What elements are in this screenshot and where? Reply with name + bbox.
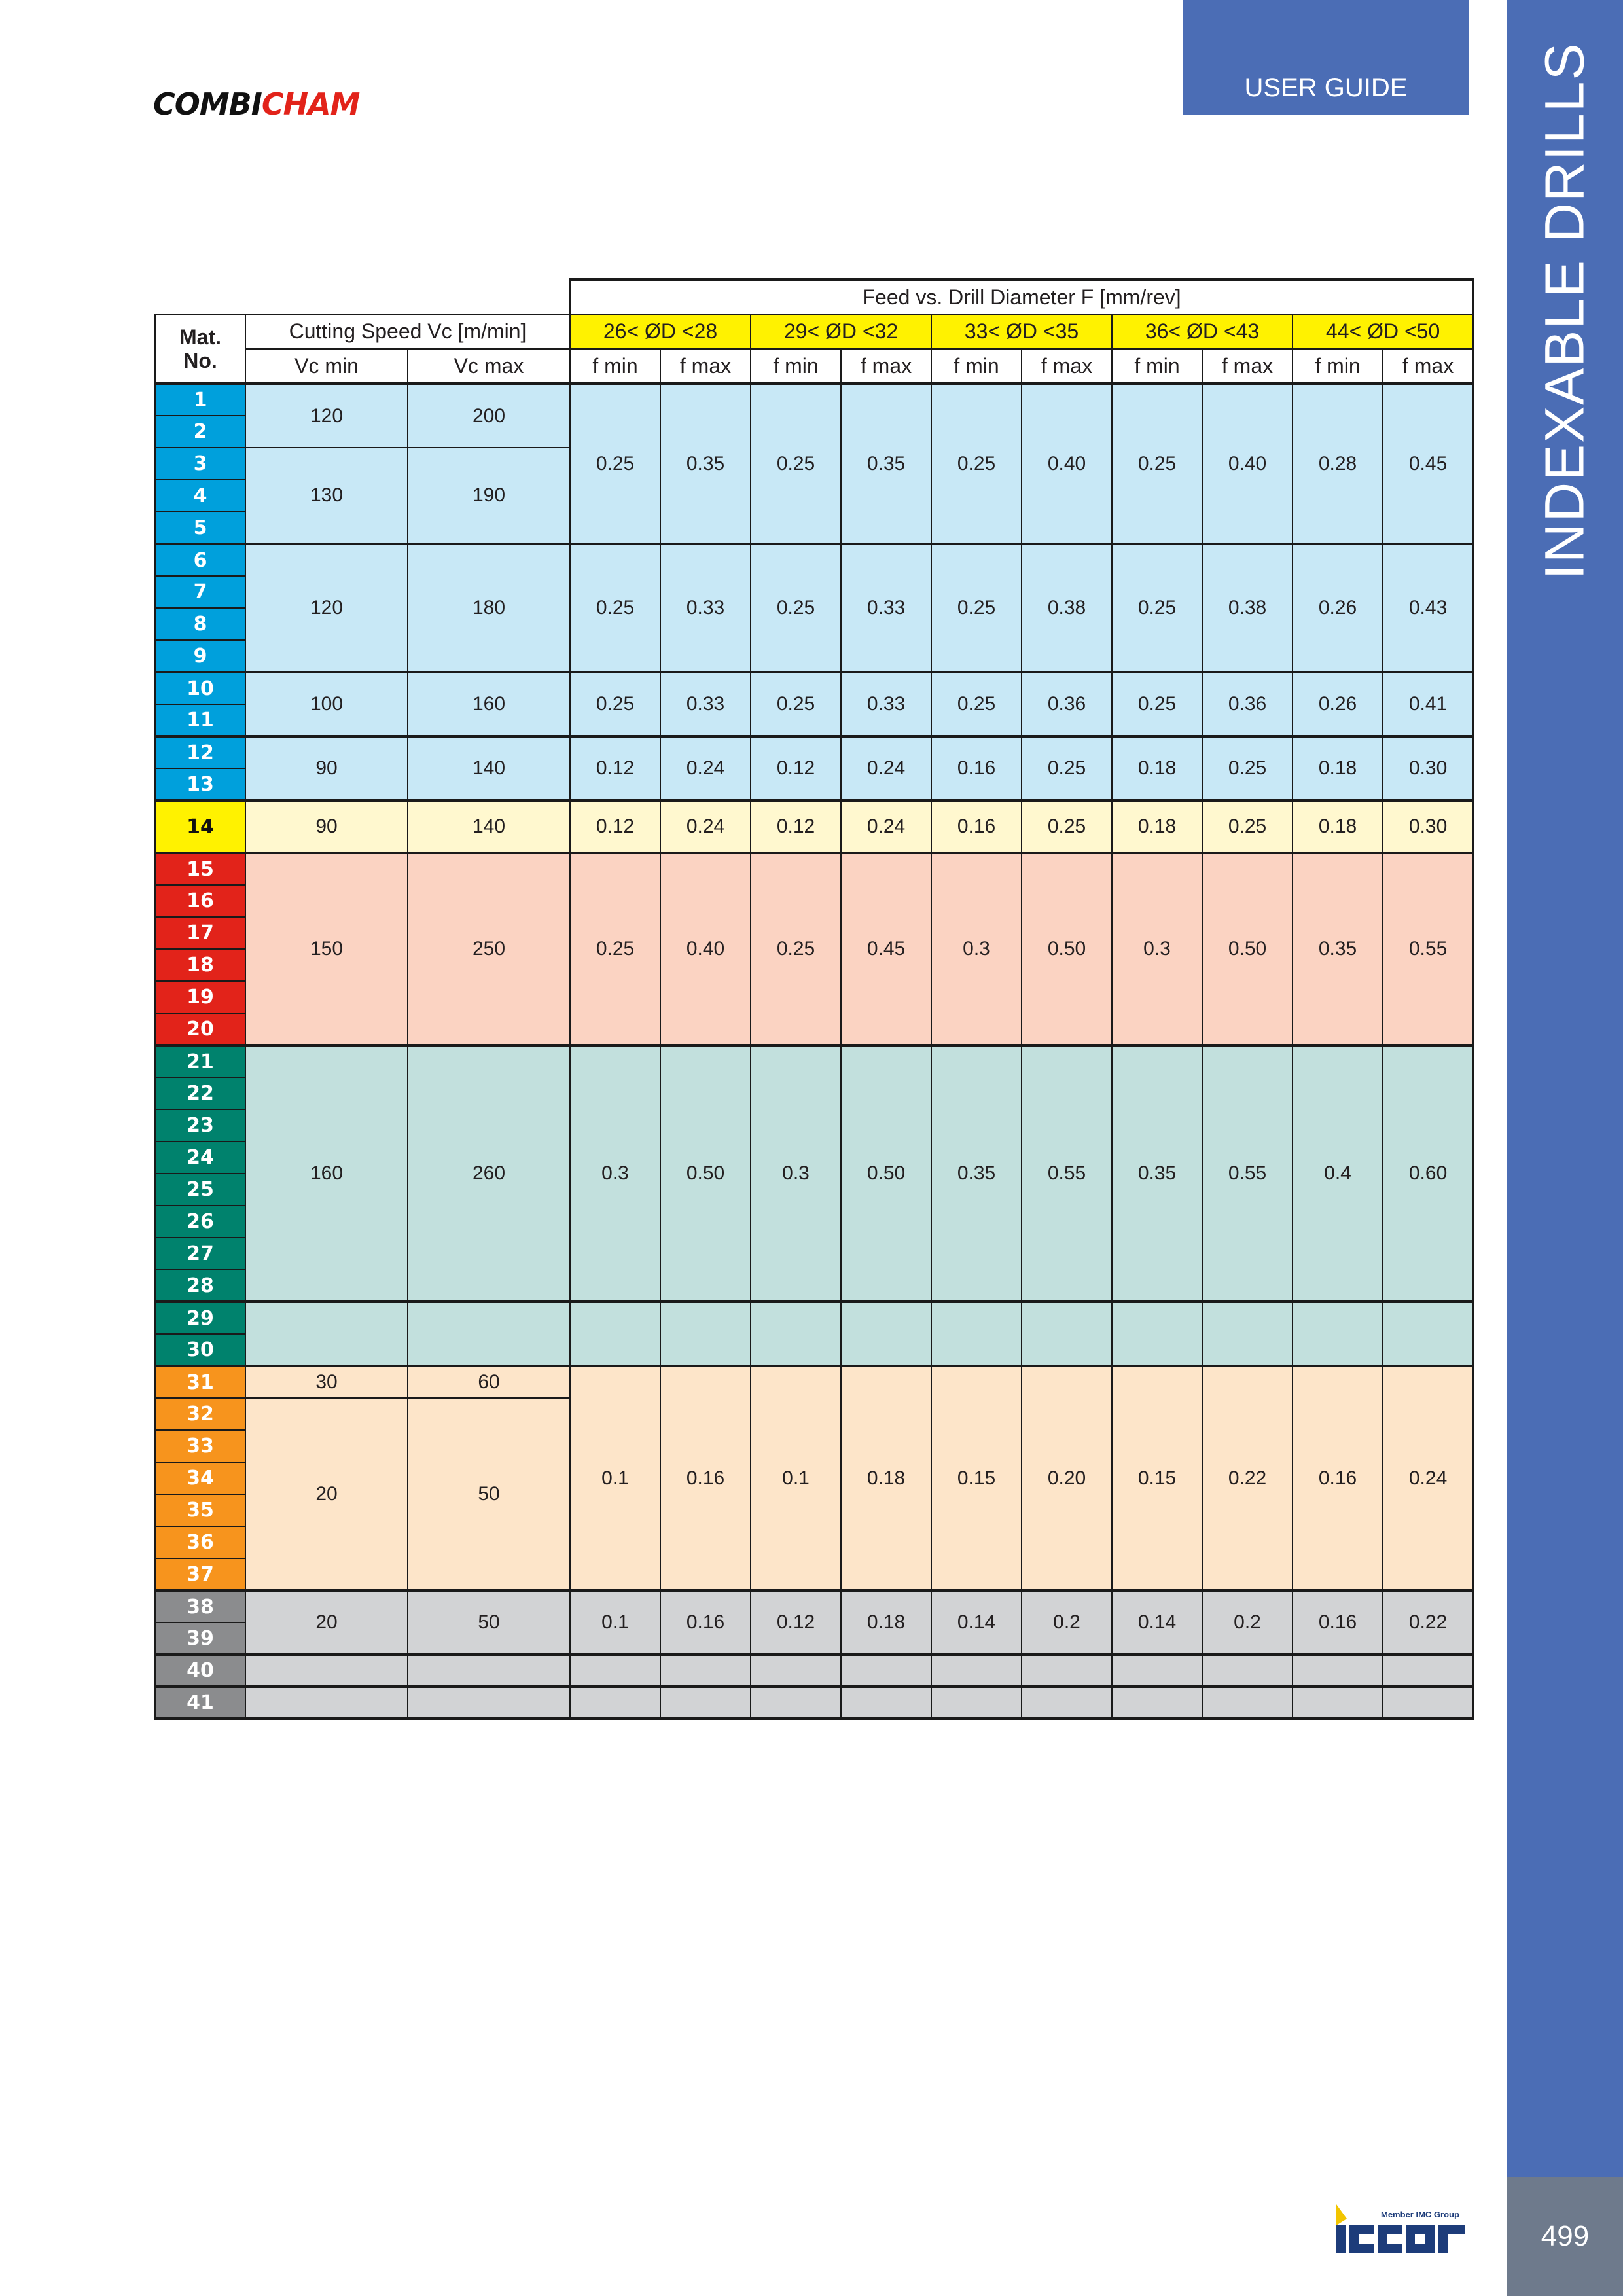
f-max-cell: 0.25 (1202, 736, 1293, 800)
table-row (155, 384, 1473, 416)
material-number: 34 (155, 1462, 245, 1494)
f-min-cell: 0.16 (931, 736, 1022, 800)
f-max-cell: 0.45 (1383, 384, 1473, 544)
material-number: 20 (155, 1013, 245, 1045)
material-number: 11 (155, 704, 245, 736)
material-number: 23 (155, 1109, 245, 1141)
f-min-cell: 0.18 (1112, 736, 1202, 800)
f-max-cell: 0.22 (1202, 1366, 1293, 1590)
f-max-cell (660, 1687, 751, 1719)
f-max-cell: 0.50 (841, 1045, 931, 1302)
vc-min-cell: 120 (245, 384, 408, 448)
f-max-cell: 0.43 (1383, 544, 1473, 672)
material-number: 22 (155, 1077, 245, 1109)
f-min-cell: 0.4 (1293, 1045, 1383, 1302)
material-number: 26 (155, 1206, 245, 1238)
f-min-cell: 0.25 (751, 384, 841, 544)
f-max-cell: 0.33 (660, 544, 751, 672)
f-min-cell: 0.25 (931, 672, 1022, 736)
f-min-cell: 0.25 (570, 853, 660, 1045)
material-number: 19 (155, 981, 245, 1013)
iscar-logo (1335, 2199, 1472, 2258)
vc-min-cell: 30 (245, 1366, 408, 1398)
f-min-cell: 0.12 (751, 800, 841, 853)
mat-no-header: Mat. No. (155, 314, 245, 384)
f-min-cell: 0.16 (1293, 1366, 1383, 1590)
f-max-cell: 0.25 (1022, 736, 1112, 800)
f-max-cell: 0.55 (1022, 1045, 1112, 1302)
f-min-cell: 0.1 (570, 1366, 660, 1590)
f-min-cell (751, 1655, 841, 1687)
vc-min-cell: 150 (245, 853, 408, 1045)
user-guide-tab: USER GUIDE (1183, 0, 1469, 115)
table-row (155, 1045, 1473, 1077)
f-min-cell (1293, 1302, 1383, 1366)
feed-title: Feed vs. Drill Diameter F [mm/rev] (570, 279, 1473, 314)
f-min-cell (570, 1687, 660, 1719)
f-max-cell: 0.25 (1202, 800, 1293, 853)
vc-max-cell: 250 (408, 853, 570, 1045)
material-number: 5 (155, 512, 245, 544)
f-min-cell: 0.25 (751, 853, 841, 1045)
f-min-cell: 0.3 (570, 1045, 660, 1302)
f-min-cell: 0.25 (751, 544, 841, 672)
f-min-cell: 0.16 (931, 800, 1022, 853)
f-max-header: f max (841, 349, 931, 384)
f-max-cell: 0.18 (841, 1590, 931, 1655)
f-min-cell: 0.25 (751, 672, 841, 736)
f-max-cell: 0.18 (841, 1366, 931, 1590)
vc-max-cell: 190 (408, 448, 570, 544)
vc-min-cell: 120 (245, 544, 408, 672)
f-max-cell: 0.50 (1202, 853, 1293, 1045)
f-max-cell (1383, 1687, 1473, 1719)
feed-speed-table (154, 278, 1474, 1720)
f-max-cell: 0.55 (1202, 1045, 1293, 1302)
material-number: 16 (155, 885, 245, 917)
table-row (155, 853, 1473, 885)
f-min-cell (1293, 1655, 1383, 1687)
vc-min-cell: 100 (245, 672, 408, 736)
f-max-cell: 0.36 (1022, 672, 1112, 736)
f-max-cell: 0.33 (841, 672, 931, 736)
f-min-cell: 0.12 (570, 736, 660, 800)
material-number: 37 (155, 1558, 245, 1590)
f-min-cell (931, 1302, 1022, 1366)
f-min-header: f min (570, 349, 660, 384)
f-min-cell: 0.25 (1112, 544, 1202, 672)
diameter-header: 26< ØD <28 (570, 314, 751, 349)
f-max-cell: 0.24 (841, 736, 931, 800)
f-max-cell (1022, 1687, 1112, 1719)
f-max-header: f max (1022, 349, 1112, 384)
f-min-cell: 0.18 (1112, 800, 1202, 853)
f-min-cell (570, 1302, 660, 1366)
f-max-cell: 0.50 (1022, 853, 1112, 1045)
f-min-cell (570, 1655, 660, 1687)
f-min-cell (751, 1687, 841, 1719)
f-max-cell: 0.24 (841, 800, 931, 853)
material-number: 35 (155, 1494, 245, 1526)
f-max-cell: 0.30 (1383, 736, 1473, 800)
vc-max-header: Vc max (408, 349, 570, 384)
f-min-header: f min (751, 349, 841, 384)
vc-max-cell: 180 (408, 544, 570, 672)
f-max-cell: 0.22 (1383, 1590, 1473, 1655)
f-max-cell: 0.38 (1202, 544, 1293, 672)
material-number: 40 (155, 1655, 245, 1687)
f-max-cell: 0.24 (1383, 1366, 1473, 1590)
vc-max-cell: 260 (408, 1045, 570, 1302)
vc-min-cell: 160 (245, 1045, 408, 1302)
f-max-header: f max (1383, 349, 1473, 384)
f-min-cell (1112, 1687, 1202, 1719)
f-max-cell: 0.16 (660, 1590, 751, 1655)
f-min-cell: 0.3 (751, 1045, 841, 1302)
material-number: 6 (155, 544, 245, 576)
material-number: 32 (155, 1398, 245, 1430)
f-max-cell: 0.20 (1022, 1366, 1112, 1590)
f-min-cell: 0.25 (570, 384, 660, 544)
diameter-header: 29< ØD <32 (751, 314, 931, 349)
table-row (155, 1655, 1473, 1687)
material-number: 30 (155, 1334, 245, 1366)
vc-min-cell: 90 (245, 736, 408, 800)
f-min-cell (751, 1302, 841, 1366)
f-min-cell: 0.25 (1112, 672, 1202, 736)
f-min-cell: 0.15 (1112, 1366, 1202, 1590)
f-min-cell: 0.3 (1112, 853, 1202, 1045)
material-number: 1 (155, 384, 245, 416)
material-number: 39 (155, 1623, 245, 1655)
vc-max-cell (408, 1655, 570, 1687)
f-min-cell: 0.14 (931, 1590, 1022, 1655)
f-max-cell (1202, 1655, 1293, 1687)
f-min-cell: 0.18 (1293, 800, 1383, 853)
f-min-cell: 0.12 (570, 800, 660, 853)
material-number: 31 (155, 1366, 245, 1398)
f-max-cell: 0.2 (1022, 1590, 1112, 1655)
f-min-cell: 0.26 (1293, 672, 1383, 736)
f-max-header: f max (660, 349, 751, 384)
f-min-header: f min (1112, 349, 1202, 384)
material-number: 10 (155, 672, 245, 704)
table-row (155, 1687, 1473, 1719)
f-min-cell: 0.25 (931, 544, 1022, 672)
diameter-header: 33< ØD <35 (931, 314, 1112, 349)
material-number: 14 (155, 800, 245, 853)
f-max-cell: 0.60 (1383, 1045, 1473, 1302)
f-min-cell (931, 1687, 1022, 1719)
vc-min-cell: 90 (245, 800, 408, 853)
f-min-cell: 0.35 (931, 1045, 1022, 1302)
f-max-cell: 0.30 (1383, 800, 1473, 853)
f-max-cell: 0.35 (660, 384, 751, 544)
f-max-cell (841, 1687, 931, 1719)
f-min-cell: 0.15 (931, 1366, 1022, 1590)
material-number: 41 (155, 1687, 245, 1719)
vc-max-cell: 140 (408, 736, 570, 800)
material-number: 27 (155, 1238, 245, 1270)
material-number: 24 (155, 1141, 245, 1174)
f-max-cell (1202, 1687, 1293, 1719)
combicham-logo: COMBICHAM (153, 86, 360, 122)
f-max-cell: 0.33 (841, 544, 931, 672)
table-row (155, 544, 1473, 576)
material-number: 13 (155, 768, 245, 800)
f-min-cell: 0.28 (1293, 384, 1383, 544)
vc-min-cell: 20 (245, 1590, 408, 1655)
f-max-cell: 0.50 (660, 1045, 751, 1302)
f-max-cell (1383, 1302, 1473, 1366)
f-max-cell (660, 1655, 751, 1687)
f-max-cell: 0.25 (1022, 800, 1112, 853)
material-number: 7 (155, 576, 245, 608)
material-number: 33 (155, 1430, 245, 1462)
vc-min-cell (245, 1687, 408, 1719)
f-min-cell: 0.1 (570, 1590, 660, 1655)
vc-min-header: Vc min (245, 349, 408, 384)
material-number: 9 (155, 640, 245, 672)
f-min-cell: 0.35 (1112, 1045, 1202, 1302)
material-number: 8 (155, 608, 245, 640)
material-number: 2 (155, 416, 245, 448)
material-number: 21 (155, 1045, 245, 1077)
material-number: 17 (155, 917, 245, 949)
f-min-cell (1293, 1687, 1383, 1719)
f-max-cell (1022, 1302, 1112, 1366)
table-row (155, 736, 1473, 768)
vc-max-cell (408, 1302, 570, 1366)
f-max-cell: 0.24 (660, 736, 751, 800)
vc-max-cell: 50 (408, 1398, 570, 1590)
table-row (155, 1590, 1473, 1623)
f-min-header: f min (931, 349, 1022, 384)
material-number: 15 (155, 853, 245, 885)
f-max-cell (1202, 1302, 1293, 1366)
vc-min-cell (245, 1655, 408, 1687)
diameter-header: 44< ØD <50 (1293, 314, 1473, 349)
vc-max-cell: 160 (408, 672, 570, 736)
f-min-cell (1112, 1302, 1202, 1366)
f-min-cell: 0.25 (570, 672, 660, 736)
material-number: 4 (155, 480, 245, 512)
f-max-cell: 0.16 (660, 1366, 751, 1590)
f-max-cell (841, 1655, 931, 1687)
f-min-cell: 0.26 (1293, 544, 1383, 672)
f-max-cell: 0.40 (1022, 384, 1112, 544)
section-title: INDEXABLE DRILLS (1533, 42, 1596, 580)
f-min-cell: 0.25 (931, 384, 1022, 544)
f-max-cell: 0.55 (1383, 853, 1473, 1045)
material-number: 18 (155, 949, 245, 981)
table-row (155, 1302, 1473, 1334)
page-number: 499 (1507, 2177, 1623, 2296)
f-max-cell (841, 1302, 931, 1366)
table-row (155, 800, 1473, 853)
f-max-cell: 0.36 (1202, 672, 1293, 736)
f-min-cell (931, 1655, 1022, 1687)
table-row (155, 1366, 1473, 1398)
f-max-cell (660, 1302, 751, 1366)
f-min-cell: 0.18 (1293, 736, 1383, 800)
f-min-cell (1112, 1655, 1202, 1687)
f-max-header: f max (1202, 349, 1293, 384)
f-max-cell: 0.45 (841, 853, 931, 1045)
f-min-cell: 0.3 (931, 853, 1022, 1045)
f-max-cell: 0.38 (1022, 544, 1112, 672)
f-max-cell: 0.41 (1383, 672, 1473, 736)
f-min-cell: 0.25 (1112, 384, 1202, 544)
vc-min-cell: 20 (245, 1398, 408, 1590)
cutting-speed-header: Cutting Speed Vc [m/min] (245, 314, 570, 349)
f-min-cell: 0.12 (751, 736, 841, 800)
material-number: 29 (155, 1302, 245, 1334)
f-max-cell: 0.2 (1202, 1590, 1293, 1655)
f-min-cell: 0.35 (1293, 853, 1383, 1045)
vc-max-cell: 140 (408, 800, 570, 853)
vc-max-cell: 200 (408, 384, 570, 448)
diameter-header: 36< ØD <43 (1112, 314, 1293, 349)
material-number: 12 (155, 736, 245, 768)
f-min-cell: 0.25 (570, 544, 660, 672)
f-max-cell: 0.40 (660, 853, 751, 1045)
material-number: 25 (155, 1174, 245, 1206)
material-number: 3 (155, 448, 245, 480)
vc-min-cell (245, 1302, 408, 1366)
f-min-cell: 0.16 (1293, 1590, 1383, 1655)
vc-min-cell: 130 (245, 448, 408, 544)
f-max-cell (1022, 1655, 1112, 1687)
table-row (155, 672, 1473, 704)
material-number: 36 (155, 1526, 245, 1558)
f-max-cell: 0.40 (1202, 384, 1293, 544)
f-min-cell: 0.12 (751, 1590, 841, 1655)
material-number: 38 (155, 1590, 245, 1623)
vc-max-cell (408, 1687, 570, 1719)
f-min-cell: 0.14 (1112, 1590, 1202, 1655)
f-max-cell: 0.24 (660, 800, 751, 853)
material-number: 28 (155, 1270, 245, 1302)
table-body (155, 384, 1473, 1719)
f-max-cell (1383, 1655, 1473, 1687)
f-max-cell: 0.33 (660, 672, 751, 736)
f-min-header: f min (1293, 349, 1383, 384)
member-imc-text: Member IMC Group (1381, 2210, 1459, 2219)
f-max-cell: 0.35 (841, 384, 931, 544)
f-min-cell: 0.1 (751, 1366, 841, 1590)
vc-max-cell: 50 (408, 1590, 570, 1655)
vc-max-cell: 60 (408, 1366, 570, 1398)
